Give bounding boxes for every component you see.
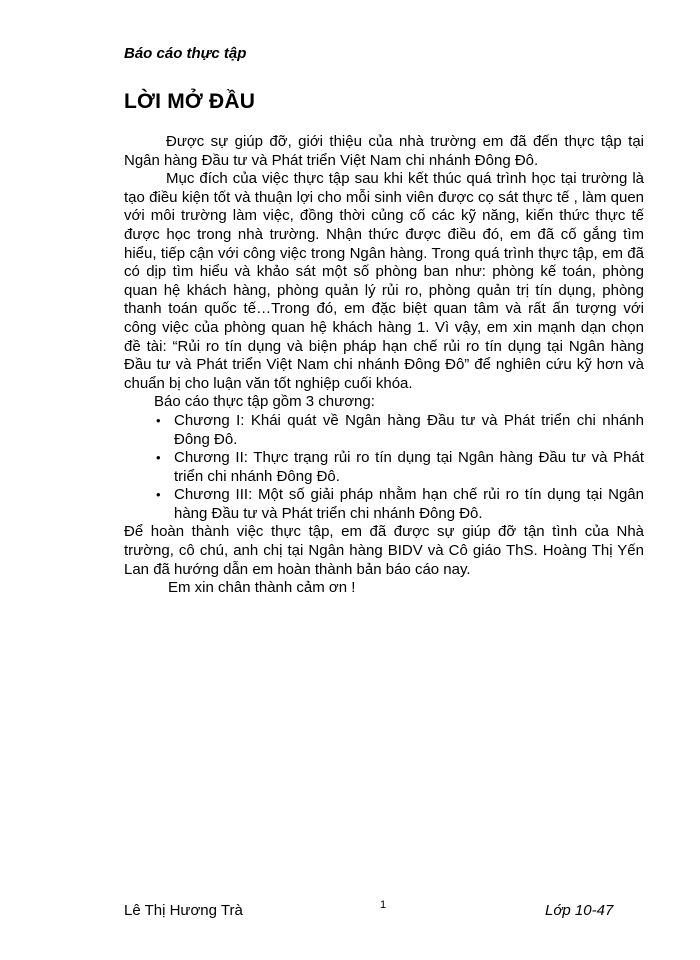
list-item [124, 486, 644, 523]
structure-paragraph: Báo cáo thực tập gồm 3 chương: [154, 393, 375, 411]
chapter-1-text: Chương I: Khái quát về Ngân hàng Đầu tư và Phát triển chi nhánh Đông Đô. [174, 411, 644, 448]
list-item [124, 412, 644, 449]
thanks-line: Em xin chân thành cảm ơn ! [168, 579, 356, 597]
chapter-list [124, 412, 644, 524]
running-header: Báo cáo thực tập [124, 45, 247, 62]
bullet-icon: • [156, 450, 161, 466]
bullet-icon: • [156, 487, 161, 503]
document-body [124, 133, 644, 598]
bullet-icon: • [156, 412, 161, 428]
page-number: 1 [380, 899, 387, 911]
footer-author: Lê Thị Hương Trà [124, 902, 243, 919]
purpose-paragraph: Mục đích của việc thực tập sau khi kết thúc quá trình học tại trường là tạo điều kiện tốt và thuận lợi cho mỗi sinh viên được cọ sát thực tế , làm quen với môi trường làm việc, đồng thời củng cố các kỹ năng, kiến thức thực tế được học trong nhà trường. Nhận thức được điều đó, em đã cố gắng tìm hiểu, tiếp cận với công việc trong Ngân hàng. Trong quá trình thực tập, em đã có dịp tìm hiểu và khảo sát một số phòng ban như: phòng kế toán, phòng quan hệ khách hàng, phòng quản lý rủi ro, phòng quản trị tín dụng, phòng thanh toán quốc tế…Trong đó, em đặc biệt quan tâm và rất ấn tượng với công việc của phòng quan hệ khách hàng 1. Vì vậy, em xin mạnh dạn chọn đề tài: “Rủi ro tín dụng và biện pháp hạn chế rủi ro tín dụng tại Ngân hàng Đầu tư và Phát triển Việt Nam chi nhánh Đông Đô” để nghiên cứu kỹ hơn và chuẩn bị cho luận văn tốt nghiệp cuối khóa. [124, 170, 644, 392]
acknowledgement-paragraph: Để hoàn thành việc thực tập, em đã được sự giúp đỡ tận tình của Nhà trường, cô chú, anh chị tại Ngân hàng BIDV và Cô giáo ThS. Hoàng Thị Yến Lan đã hướng dẫn em hoàn thành bản báo cáo nay. [124, 523, 644, 578]
intro-paragraph: Được sự giúp đỡ, giới thiệu của nhà trường em đã đến thực tập tại Ngân hàng Đầu tư và Phát triển Việt Nam chi nhánh Đông Đô. [124, 133, 644, 169]
page-title: LỜI MỞ ĐẦU [124, 90, 256, 113]
footer-class: Lớp 10-47 [545, 902, 614, 919]
chapter-3-text: Chương III: Một số giải pháp nhằm hạn chế rủi ro tín dụng tại Ngân hàng Đầu tư và Phát triển chi nhánh Đông Đô. [174, 486, 644, 522]
chapter-2-text: Chương II: Thực trạng rủi ro tín dụng tại Ngân hàng Đầu tư và Phát triển chi nhánh Đông Đô. [174, 449, 644, 485]
list-item [124, 449, 644, 486]
